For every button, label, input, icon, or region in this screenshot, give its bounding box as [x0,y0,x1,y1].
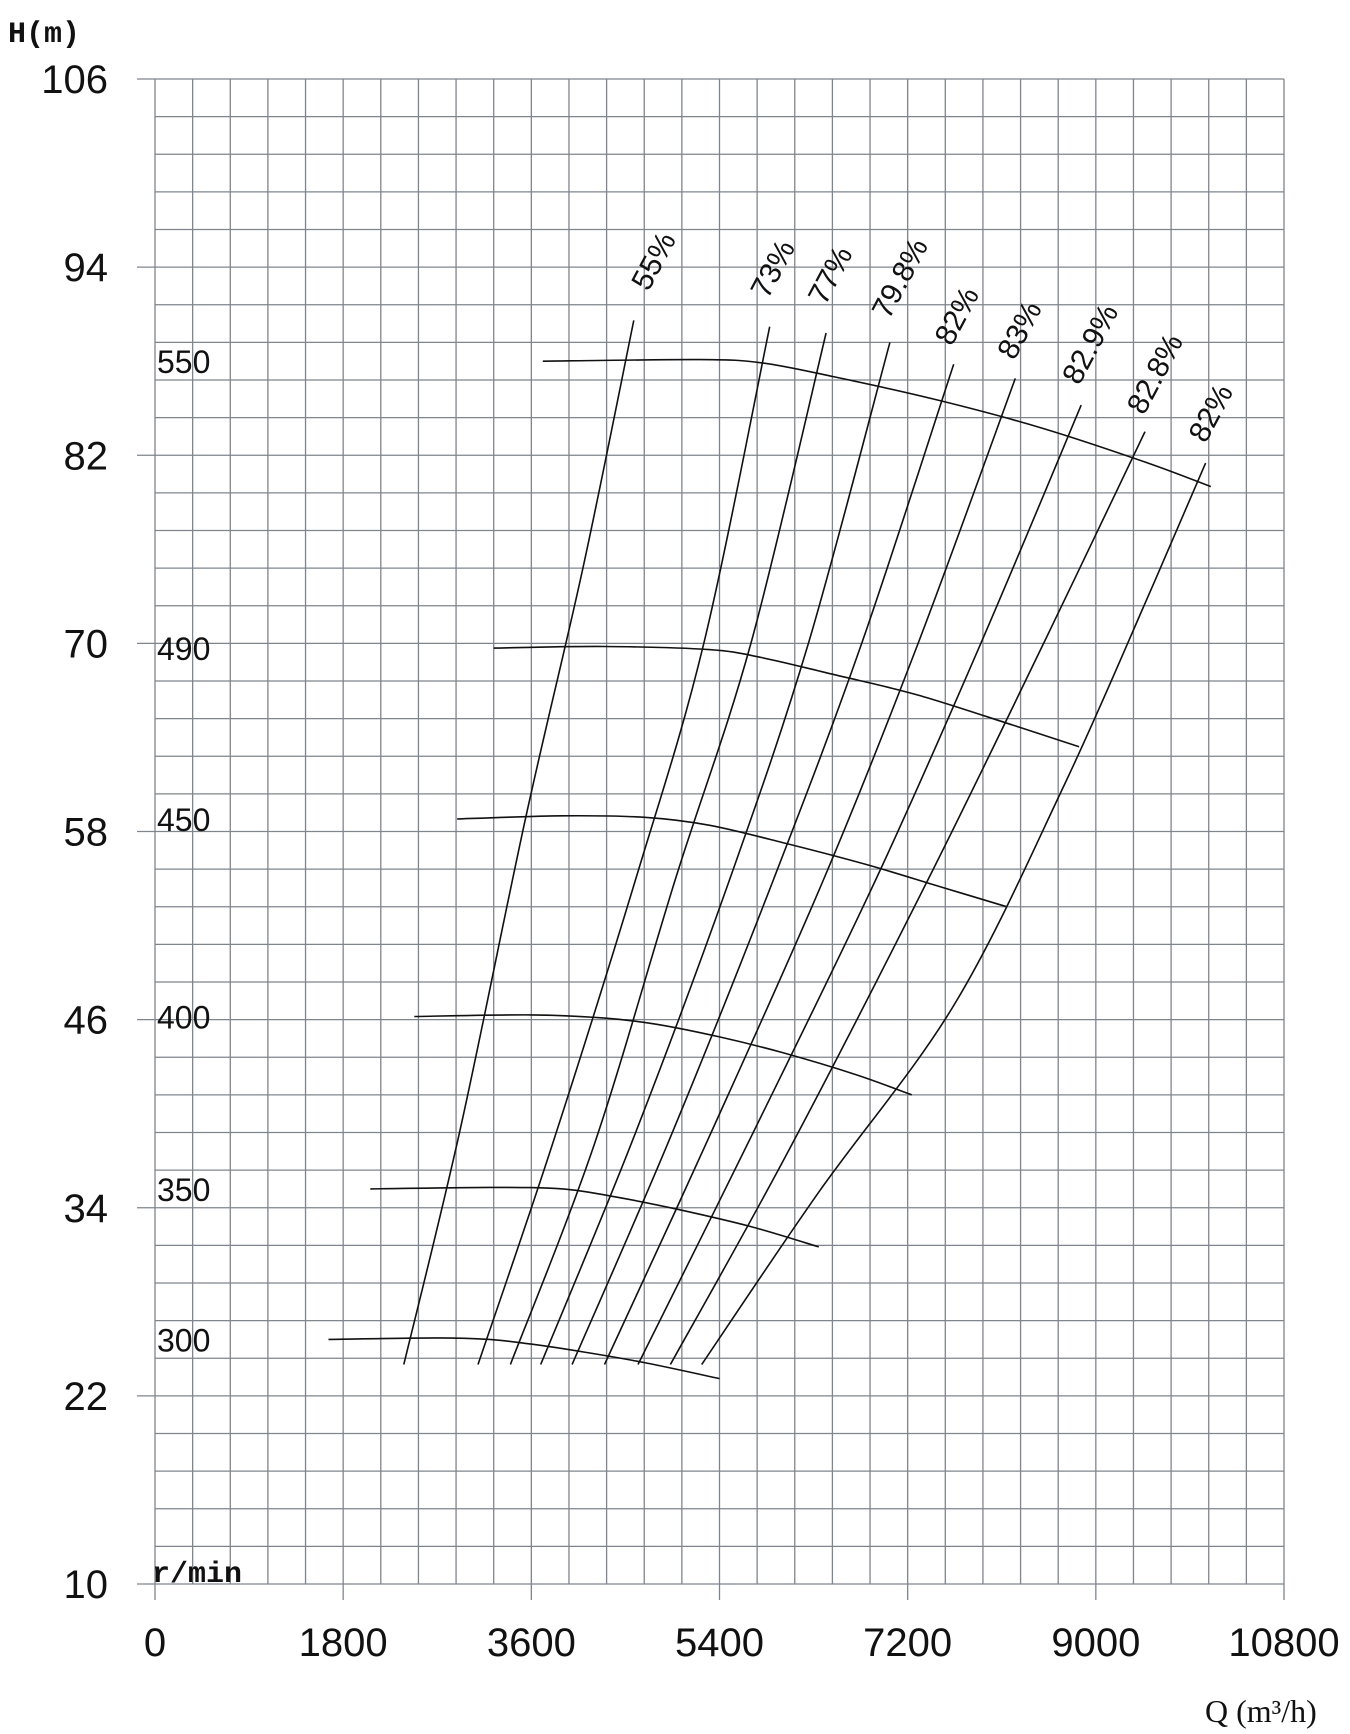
efficiency-label-3: 77% [802,241,860,310]
speed-label-490: 490 [157,631,211,668]
y-tick-label: 10 [63,1563,108,1607]
speed-curve-450 [457,816,1007,907]
speed-curve-350 [370,1187,819,1247]
x-tick-label: 3600 [486,1621,576,1665]
y-tick-label: 106 [41,58,108,102]
y-tick-label: 70 [63,622,108,667]
x-tick-label: 5400 [675,1621,764,1665]
x-tick-label: 0 [143,1621,167,1665]
y-tick-label: 34 [63,1186,108,1231]
speed-curve-550 [543,360,1211,487]
speed-label-400: 400 [157,999,211,1036]
efficiency-label-4: 79.8% [865,233,936,324]
y-axis-title: H(m) [8,18,81,52]
speed-curve-400 [414,1015,912,1095]
x-tick-label: 1800 [298,1621,388,1665]
efficiency-label-8: 82.8% [1120,328,1190,420]
efficiency-label-9: 82% [1182,379,1240,448]
speed-curve-490 [494,646,1079,746]
y-tick-label: 94 [63,246,108,291]
y-tick-label: 82 [63,434,108,479]
speed-unit-label: r/min [152,1558,243,1592]
efficiency-curve-6 [605,378,1016,1364]
efficiency-label-2: 73% [744,234,803,304]
efficiency-label-7: 82.9% [1056,298,1126,390]
speed-label-350: 350 [157,1171,211,1208]
efficiency-curve-9 [702,463,1206,1364]
speed-label-300: 300 [157,1322,211,1359]
x-axis-title: Q (m³/h) [1205,1693,1317,1729]
y-tick-label: 46 [63,998,108,1043]
x-tick-label: 7200 [863,1621,953,1665]
efficiency-curve-5 [572,364,954,1364]
speed-label-550: 550 [157,344,211,381]
efficiency-curve-3 [510,333,826,1365]
y-tick-label: 22 [63,1374,108,1419]
efficiency-curve-7 [638,405,1081,1364]
speed-label-450: 450 [157,801,211,838]
efficiency-curve-2 [478,327,770,1365]
x-tick-label: 10800 [1228,1621,1340,1665]
efficiency-curve-4 [541,342,890,1364]
efficiency-label-1: 55% [625,226,683,296]
speed-curves [157,344,1211,1378]
efficiency-curves [404,227,1240,1365]
efficiency-label-6: 83% [991,295,1049,365]
chart-grid [137,79,1284,1600]
x-tick-label: 9000 [1051,1621,1141,1665]
efficiency-label-5: 82% [928,281,986,351]
axis-tick-labels [41,58,1339,1665]
y-tick-label: 58 [63,810,108,855]
